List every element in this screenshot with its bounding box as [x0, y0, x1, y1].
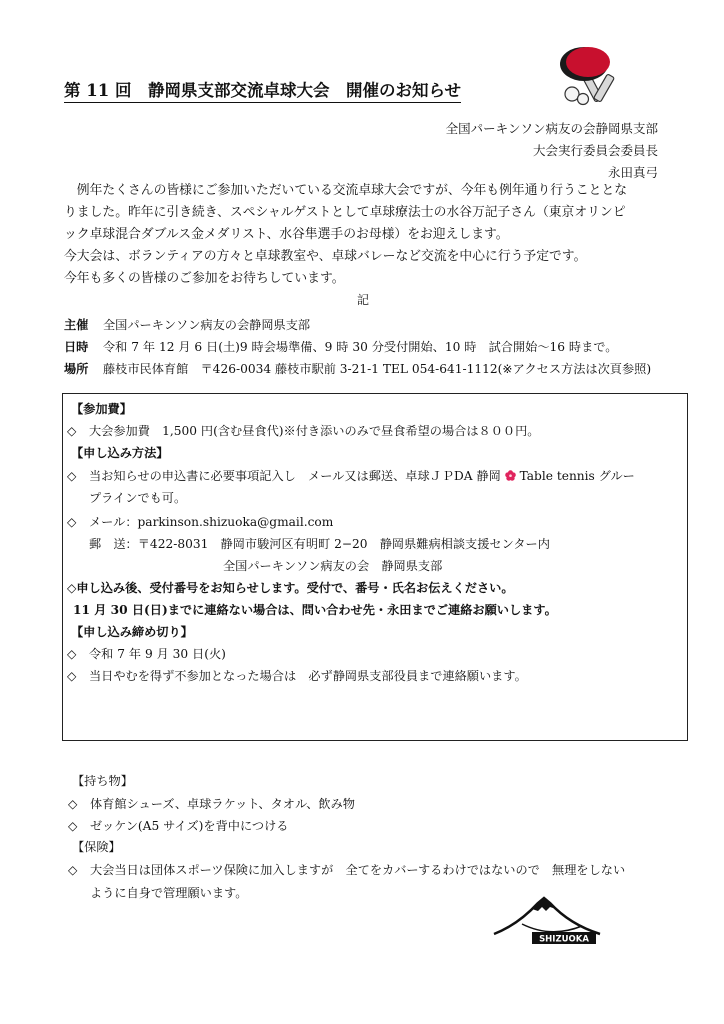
absence-item [67, 667, 527, 684]
date-row [64, 338, 617, 355]
intro-line: 今年も多くの皆様のご参加をお待ちしています。 [64, 271, 345, 286]
place-value: 藤枝市民体育館 〒426-0034 藤枝市駅前 3-21-1 TEL 054-641-1112(※アクセス方法は次頁参照) [103, 362, 652, 376]
apply-line-2: プラインでも可。 [89, 491, 187, 505]
mount-fuji-logo-icon [492, 894, 604, 946]
host-row [64, 316, 310, 333]
intro-line: 例年たくさんの皆様にご参加いただいている交流卓球大会ですが、今年も例年通り行うこととな [64, 183, 628, 198]
fee-item [67, 422, 539, 439]
items-item-2 [68, 817, 289, 834]
logo-text: SHIZUOKA [539, 934, 589, 945]
insurance-header: 【保険】 [72, 840, 121, 854]
diamond-bullet-icon: ◇ [67, 469, 77, 483]
deadline-header: 【申し込み締め切り】 [71, 625, 193, 639]
place-row [64, 360, 651, 377]
deadline-item [67, 645, 226, 662]
diamond-bullet-icon: ◇ [67, 515, 77, 529]
post-org: 全国パーキンソン病友の会 静岡県支部 [223, 559, 443, 573]
place-label: 場所 [64, 362, 89, 376]
registration-box [62, 393, 688, 741]
intro-line: りました。昨年に引き続き、スペシャルゲストとして卓球療法士の水谷万記子さん（東京オリンピ [64, 205, 626, 220]
apply-line-a: 当お知らせの申込書に必要事項記入し メール又は郵送、卓球ＪＰDA 静岡 [89, 469, 501, 483]
org-name: 全国パーキンソン病友の会静岡県支部 [445, 121, 658, 136]
date-value: 令和 7 年 12 月 6 日(土)9 時会場準備、9 時 30 分受付開始、10 時 試合開始～16 時まで。 [103, 340, 618, 354]
intro-paragraph [64, 180, 664, 290]
deadline-date: 令和 7 年 9 月 30 日(火) [89, 647, 226, 661]
diamond-bullet-icon: ◇ [67, 424, 77, 438]
items-line-2: ゼッケン(A5 サイズ)を背中につける [90, 819, 289, 833]
items-header: 【持ち物】 [72, 774, 133, 788]
intro-line: 今大会は、ボランティアの方々と卓球教室や、卓球バレーなど交流を中心に行う予定です。 [64, 249, 587, 264]
date-label: 日時 [64, 340, 89, 354]
committee-title: 大会実行委員会委員長 [532, 143, 658, 158]
diamond-bullet-icon: ◇ [68, 863, 78, 877]
intro-line: ック卓球混合ダブルス金メダリスト、水谷隼選手のお母様）をお迎えします。 [64, 227, 509, 242]
apply-line-b: Table tennis グルー [519, 469, 635, 483]
insurance-line-1: 大会当日は団体スポーツ保険に加入しますが 全てをカバーするわけではないので 無理をしない [90, 863, 626, 877]
notice-line-1: ◇申し込み後、受付番号をお知らせします。受付で、番号・氏名お伝えください。 [67, 581, 514, 595]
diamond-bullet-icon: ◇ [68, 797, 78, 811]
mail-item [67, 513, 333, 530]
host-value: 全国パーキンソン病友の会静岡県支部 [103, 318, 311, 332]
diamond-bullet-icon: ◇ [68, 819, 78, 833]
diamond-bullet-icon: ◇ [67, 647, 77, 661]
fee-header: 【参加費】 [71, 402, 132, 416]
insurance-item [68, 861, 625, 878]
notice-line-2: 11 月 30 日(日)までに連絡ない場合は、問い合わせ先・永田までご連絡お願いします。 [73, 603, 557, 617]
apply-header: 【申し込み方法】 [71, 446, 169, 460]
insurance-line-2: ように自身で管理願います。 [90, 886, 248, 900]
fee-line: 大会参加費 1,500 円(含む昼食代)※付き添いのみで昼食希望の場合は８００円。 [89, 424, 540, 438]
ki-mark: 記 [357, 293, 370, 307]
absence-line: 当日やむを得ず不参加となった場合は 必ず静岡県支部役員まで連絡願います。 [89, 669, 527, 683]
items-line-1: 体育館シューズ、卓球ラケット、タオル、飲み物 [90, 797, 355, 811]
diamond-bullet-icon: ◇ [67, 669, 77, 683]
post-line: 郵 送：〒422-8031 静岡市駿河区有明町 2−20 静岡県難病相談支援センター内 [89, 537, 550, 551]
items-item-1 [68, 795, 355, 812]
email-line: メール：parkinson.shizuoka@gmail.com [89, 515, 334, 529]
cherry-blossom-icon [505, 470, 516, 481]
ping-pong-paddles-icon [550, 44, 628, 108]
host-label: 主催 [64, 318, 89, 332]
chair-name: 永田真弓 [607, 165, 658, 180]
apply-item [67, 467, 635, 484]
page-title: 第 11 回 静岡県支部交流卓球大会 開催のお知らせ [64, 77, 461, 103]
